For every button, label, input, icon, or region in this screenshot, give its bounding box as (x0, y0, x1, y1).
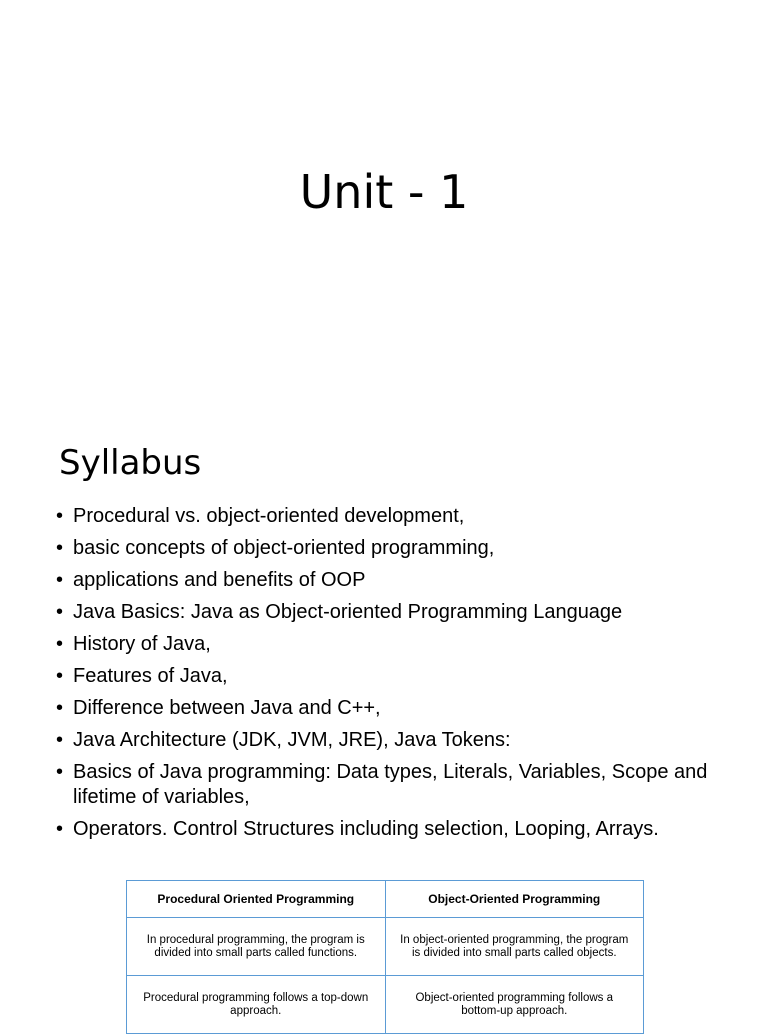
table-cell: In object-oriented programming, the program is divided into small parts called objects. (385, 918, 644, 976)
list-item (56, 504, 716, 529)
table-header-row (127, 881, 644, 918)
column-header-object-oriented: Object-Oriented Programming (385, 881, 644, 918)
list-item-text: Features of Java, (73, 665, 228, 687)
list-item-text: basic concepts of object-oriented programming, (73, 537, 495, 559)
list-item-text: Operators. Control Structures including selection, Looping, Arrays. (73, 818, 659, 840)
list-item-text: Java Basics: Java as Object-oriented Programming Language (73, 601, 623, 623)
list-item (56, 632, 716, 657)
slide-title: Unit - 1 (299, 165, 469, 219)
bullet-icon: • (56, 761, 64, 783)
bullet-icon: • (56, 537, 64, 559)
list-item (56, 728, 716, 753)
list-item-text: Difference between Java and C++, (73, 697, 381, 719)
column-header-procedural: Procedural Oriented Programming (127, 881, 386, 918)
bullet-icon: • (56, 665, 64, 687)
list-item-text: History of Java, (73, 633, 211, 655)
table-cell: Object-oriented programming follows a bottom-up approach. (385, 976, 644, 1034)
list-item-text: Basics of Java programming: Data types, Literals, Variables, Scope and lifetime of variables, (73, 761, 708, 808)
table-cell: In procedural programming, the program is divided into small parts called functions. (127, 918, 386, 976)
bullet-icon: • (56, 505, 64, 527)
bullet-icon: • (56, 569, 64, 591)
list-item-text: Procedural vs. object-oriented development, (73, 505, 465, 527)
table-row (127, 976, 644, 1034)
table-row (127, 918, 644, 976)
list-item (56, 760, 716, 810)
list-item-text: Java Architecture (JDK, JVM, JRE), Java Tokens: (73, 729, 511, 751)
syllabus-heading: Syllabus (59, 443, 202, 483)
bullet-icon: • (56, 601, 64, 623)
syllabus-list (56, 504, 716, 849)
bullet-icon: • (56, 729, 64, 751)
list-item (56, 600, 716, 625)
list-item (56, 536, 716, 561)
table-cell: Procedural programming follows a top-down approach. (127, 976, 386, 1034)
list-item (56, 817, 716, 842)
list-item (56, 568, 716, 593)
list-item-text: applications and benefits of OOP (73, 569, 366, 591)
list-item (56, 664, 716, 689)
bullet-icon: • (56, 697, 64, 719)
bullet-icon: • (56, 818, 64, 840)
list-item (56, 696, 716, 721)
comparison-table (126, 880, 644, 1034)
bullet-icon: • (56, 633, 64, 655)
